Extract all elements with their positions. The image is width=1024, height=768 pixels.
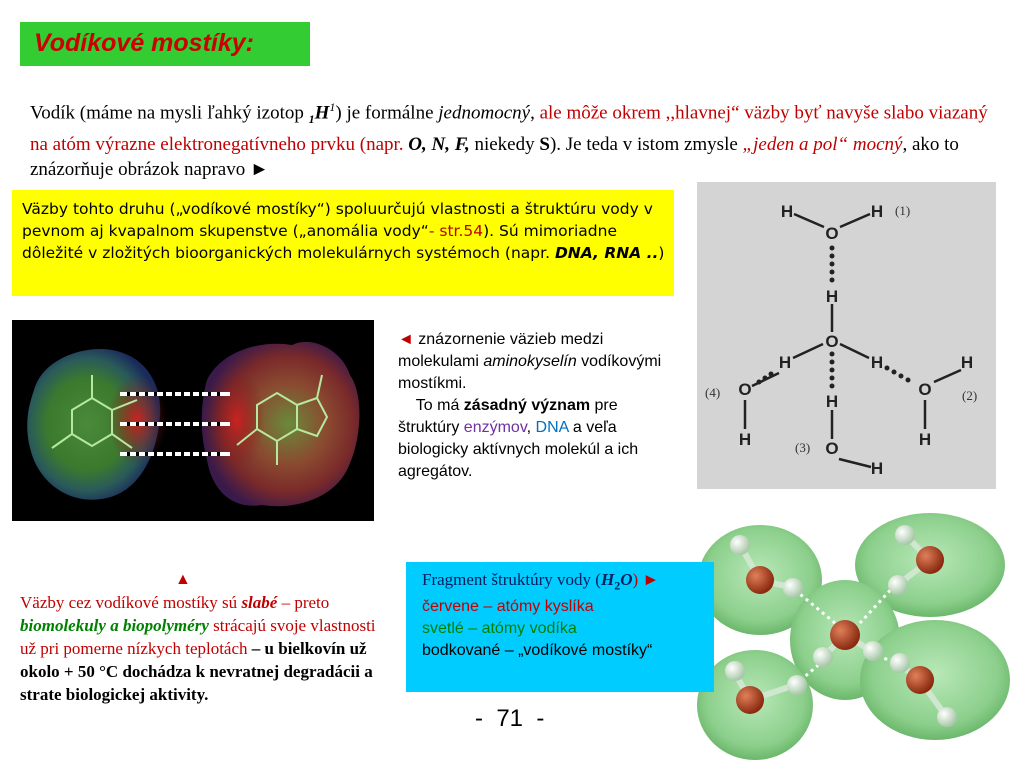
amino-comma: , (526, 419, 536, 436)
weak-term: slabé (241, 593, 278, 612)
atom-o: O (738, 380, 752, 399)
weak-text-2: – preto (277, 593, 330, 612)
title-box (20, 22, 310, 66)
formula-o: O (620, 570, 633, 589)
page-number: - 71 - (475, 705, 545, 732)
enzymes-term: enzýmov (463, 419, 527, 436)
hydrogen-bond-info-text (22, 198, 672, 264)
page-reference-link[interactable]: - str.54 (428, 222, 484, 240)
formula-h: H (600, 570, 615, 589)
amino-acid-molecule-image (12, 320, 374, 521)
water-fragment-legend-box (406, 562, 714, 692)
amino-text-2: vodíkovými mostíkmi. (398, 353, 662, 392)
intro-paragraph (30, 95, 990, 182)
atom-h: H (825, 392, 839, 411)
atom-h: H (870, 353, 884, 372)
molecule-label-3: (3) (795, 440, 811, 455)
up-arrow-icon: ▲ (175, 571, 191, 588)
legend-title-text: Fragment štruktúry vody ( (422, 570, 601, 589)
hydrogen-bond-info-box (12, 190, 674, 296)
legend-hydrogen-bonds: bodkované – „vodíkové mostíky“ (422, 642, 653, 660)
dna-rna-label: DNA, RNA .. (554, 244, 659, 262)
isotope-symbol: H (314, 102, 330, 124)
atom-h: H (870, 202, 884, 221)
molecule-label-1: (1) (895, 203, 911, 218)
legend-oxygen: červene – atómy kyslíka (422, 598, 594, 616)
intro-comma: , (530, 102, 540, 124)
molecule-label-4: (4) (705, 385, 721, 400)
amino-text-1: znázornenie väzieb medzi molekulami (398, 331, 604, 370)
biomolecules-term: biomolekuly a biopolyméry (20, 616, 209, 635)
formula-subscript: 2 (614, 578, 621, 593)
atom-h: H (960, 353, 974, 372)
water-cluster-3d-image (695, 505, 1024, 768)
right-arrow-icon: ) ► (632, 570, 660, 589)
atom-o: O (825, 332, 839, 351)
amino-acid-description (398, 329, 678, 483)
isotope-subscript: 1 (308, 112, 315, 127)
intro-sulfur: S (539, 134, 550, 156)
atom-o: O (918, 380, 932, 399)
amino-acids-term: aminokyselín (483, 353, 577, 370)
intro-text-4: , ako to znázorňuje obrázok napravo ► (30, 134, 959, 181)
isotope-superscript: 1 (329, 100, 336, 114)
atom-h: H (778, 353, 792, 372)
yellow-text-1: Väzby tohto druhu („vodíkové mostíky“) spoluurčujú vlastnosti a štruktúru vody v pevnom aj kvapalnom skupenstve („anomália vody“ (22, 200, 653, 240)
weak-text-3: strácajú svoje vlastnosti už pri pomerne nízkych teplotách (20, 616, 376, 658)
weak-text-bold: – u bielkovín už okolo + 50 °C dochádza k nevratnej degradácii a strate biologickej aktivity. (20, 639, 373, 704)
atom-o: O (825, 439, 839, 458)
atom-h: H (825, 287, 839, 306)
atom-h: H (870, 459, 884, 478)
water-fragment-legend (422, 569, 712, 662)
dna-term: DNA (535, 419, 569, 436)
legend-hydrogen: svetlé – atómy vodíka (422, 620, 577, 638)
yellow-text-2: ). Sú mimoriadne dôležité v zložitých bioorganických molekulárnych systémoch (napr. (22, 222, 617, 262)
water-hydrogen-bond-diagram (697, 182, 996, 489)
atom-h: H (738, 430, 752, 449)
atom-o: O (825, 224, 839, 243)
intro-one-and-half: „jeden a pol“ mocný (742, 134, 903, 156)
amino-text-5: a veľa biologicky aktívnych molekúl a ich agregátov. (398, 419, 639, 480)
amino-text-4: pre štruktúry (398, 397, 618, 436)
legend-title (422, 569, 712, 596)
weak-bonds-text (20, 568, 390, 706)
yellow-text-3: ) (658, 244, 665, 262)
intro-monovalent: jednomocný (438, 102, 531, 124)
molecule-label-2: (2) (962, 388, 978, 403)
amino-text-3: To má (415, 397, 464, 414)
intro-text-1: Vodík (máme na mysli ľahký izotop (30, 102, 309, 124)
weak-text-1: Väzby cez vodíkové mostíky sú (20, 593, 242, 612)
left-arrow-icon: ◄ (398, 331, 419, 348)
atom-h: H (918, 430, 932, 449)
intro-text-sometimes: niekedy (469, 134, 540, 156)
page-title: Vodíkové mostíky: (34, 29, 254, 57)
intro-text-2: ) je formálne (335, 102, 439, 124)
intro-text-red: ale môže okrem ,,hlavnej“ väzby byť navyše slabo viazaný na atóm výrazne elektronegatívneho prvku (napr. (30, 102, 988, 156)
atom-h: H (780, 202, 794, 221)
intro-elements: O, N, F, (408, 134, 470, 156)
fundamental-importance: zásadný význam (463, 397, 591, 414)
intro-text-3: ). Je teda v istom zmysle (549, 134, 743, 156)
